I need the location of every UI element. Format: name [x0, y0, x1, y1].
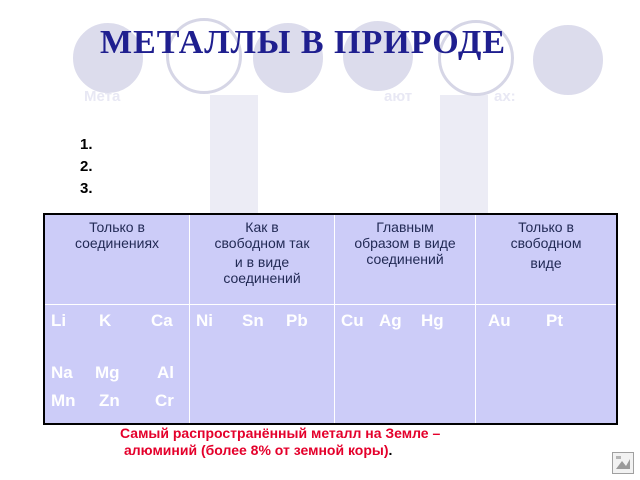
- footnote-text: алюминий (более 8% от земной коры): [124, 442, 389, 458]
- header-line: и в виде: [234, 254, 290, 270]
- header-line: соединениях: [74, 235, 160, 251]
- element-symbol: Ca: [151, 311, 173, 330]
- element-symbol: Cr: [155, 391, 174, 410]
- cell-mainly-compounds: [335, 305, 476, 425]
- element-symbol: Na: [51, 363, 73, 382]
- table-header-row: [44, 214, 617, 305]
- faded-text: ах:: [494, 88, 516, 104]
- slide-title: МЕТАЛЛЫ В ПРИРОДЕ: [100, 24, 507, 61]
- footnote-line: Самый распространённый металл на Земле –: [120, 425, 441, 441]
- table-row: [44, 305, 617, 425]
- element-symbol: Ag: [379, 311, 402, 330]
- header-line: Только в: [518, 219, 574, 235]
- cell-only-free: [476, 305, 618, 425]
- header-line: соединений: [223, 270, 301, 286]
- element-symbol: Ni: [196, 311, 213, 330]
- list-item: 1.: [80, 136, 93, 153]
- list-item: 2.: [80, 158, 93, 175]
- footnote: [120, 425, 500, 459]
- header-line: Как в: [245, 219, 279, 235]
- faded-text: ают: [384, 88, 413, 104]
- element-symbol: Cu: [341, 311, 364, 330]
- header-line: свободном так: [214, 235, 310, 251]
- header-line: соединений: [366, 251, 444, 267]
- header-line: образом в виде: [354, 235, 456, 251]
- metals-table: [43, 213, 618, 425]
- slide-nav-graphic: [613, 453, 633, 473]
- numbered-list: [80, 134, 93, 200]
- header-line: Главным: [376, 219, 434, 235]
- element-symbol: Mg: [95, 363, 120, 382]
- list-item: 3.: [80, 180, 93, 197]
- header-only-compounds: [44, 214, 190, 305]
- decorative-circle: [530, 22, 606, 98]
- element-symbol: K: [99, 311, 112, 330]
- element-symbol: Pt: [546, 311, 563, 330]
- header-line: Только в: [89, 219, 145, 235]
- element-symbol: Hg: [421, 311, 444, 330]
- footnote-period: .: [388, 442, 393, 458]
- element-symbol: Au: [488, 311, 511, 330]
- header-only-free: [476, 214, 618, 305]
- element-symbol: Al: [157, 363, 174, 382]
- header-line: виде: [530, 255, 562, 271]
- faded-text: Мета: [84, 88, 121, 104]
- faded-subtitle: [84, 88, 604, 104]
- element-symbol: Sn: [242, 311, 264, 330]
- header-free-and-compounds: [190, 214, 335, 305]
- element-symbol: Mn: [51, 391, 76, 410]
- footnote-line: [120, 442, 500, 459]
- header-mainly-compounds: [335, 214, 476, 305]
- element-symbol: Pb: [286, 311, 308, 330]
- cell-free-and-compounds: [190, 305, 335, 425]
- element-symbol: Zn: [99, 391, 120, 410]
- slide-nav-icon[interactable]: [612, 452, 634, 474]
- element-symbol: Li: [51, 311, 67, 330]
- cell-only-compounds: [44, 305, 190, 425]
- header-line: свободном: [510, 235, 582, 251]
